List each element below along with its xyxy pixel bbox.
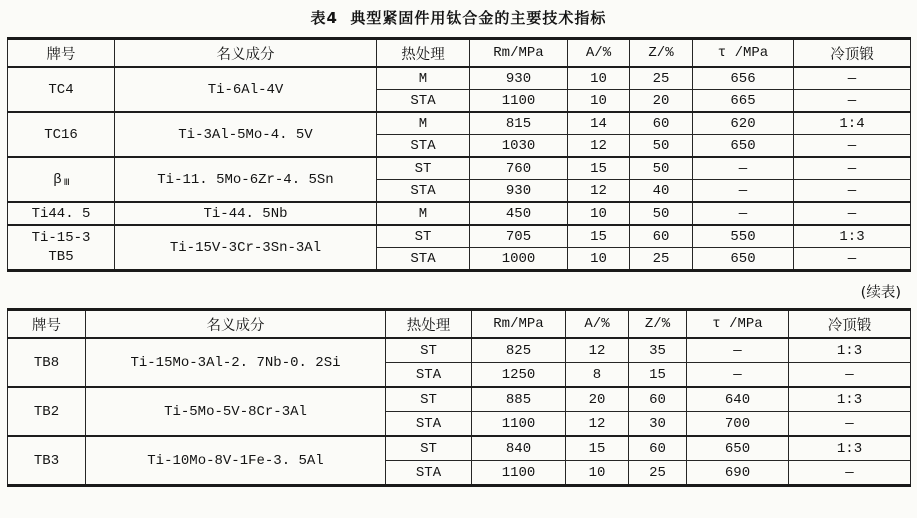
cell-z: 25 — [629, 461, 687, 486]
cell-z: 35 — [629, 338, 687, 363]
cell-z: 60 — [629, 436, 687, 461]
cell-z: 25 — [630, 67, 693, 90]
cell-composition: Ti-3Al-5Mo-4. 5V — [115, 112, 377, 157]
column-header-composition: 名义成分 — [115, 39, 377, 68]
table-title: 表4 典型紧固件用钛合金的主要技术指标 — [310, 9, 607, 27]
column-header-a: A/% — [568, 39, 630, 68]
cell-heat-treatment: M — [377, 202, 470, 225]
cell-a: 12 — [566, 338, 629, 363]
cell-z: 25 — [630, 248, 693, 271]
cell-z: 50 — [630, 202, 693, 225]
cell-heat-treatment: ST — [386, 436, 472, 461]
cell-tau: 640 — [687, 387, 789, 412]
cell-cold-upsetting: — — [794, 135, 911, 158]
column-header-tau: τ /MPa — [693, 39, 794, 68]
cell-rm: 1100 — [470, 90, 568, 113]
cell-rm: 1030 — [470, 135, 568, 158]
cell-brand — [8, 225, 115, 271]
cell-a: 15 — [568, 225, 630, 248]
cell-a: 20 — [566, 387, 629, 412]
cell-tau: 700 — [687, 412, 789, 437]
cell-brand: TB8 — [8, 338, 86, 387]
table-row — [8, 67, 911, 90]
cell-heat-treatment: STA — [377, 135, 470, 158]
cell-composition: Ti-44. 5Nb — [115, 202, 377, 225]
cell-brand: TB3 — [8, 436, 86, 486]
cell-tau: 650 — [693, 135, 794, 158]
cell-rm: 1100 — [472, 461, 566, 486]
cell-rm: 1100 — [472, 412, 566, 437]
spacer — [0, 28, 917, 37]
cell-cold-upsetting: — — [789, 461, 911, 486]
cell-rm: 930 — [470, 180, 568, 203]
column-header-z: Z/% — [629, 310, 687, 339]
cell-composition: Ti-11. 5Mo-6Zr-4. 5Sn — [115, 157, 377, 202]
cell-cold-upsetting: — — [794, 90, 911, 113]
cell-heat-treatment: ST — [386, 387, 472, 412]
cell-cold-upsetting: — — [794, 202, 911, 225]
cell-tau: — — [687, 363, 789, 388]
cell-a: 10 — [568, 202, 630, 225]
cell-a: 8 — [566, 363, 629, 388]
cell-rm: 930 — [470, 67, 568, 90]
cell-z: 15 — [629, 363, 687, 388]
cell-heat-treatment: ST — [386, 338, 472, 363]
alloy-spec-table-main — [7, 37, 911, 272]
cell-cold-upsetting: — — [794, 248, 911, 271]
cell-brand — [8, 157, 115, 202]
column-header-heat-treatment: 热处理 — [386, 310, 472, 339]
cell-tau: — — [693, 180, 794, 203]
cell-rm: 825 — [472, 338, 566, 363]
cell-z: 60 — [630, 112, 693, 135]
cell-a: 12 — [568, 135, 630, 158]
cell-tau: 656 — [693, 67, 794, 90]
column-header-a: A/% — [566, 310, 629, 339]
cell-cold-upsetting: 1:3 — [789, 338, 911, 363]
cell-a: 15 — [566, 436, 629, 461]
cell-brand: TC16 — [8, 112, 115, 157]
beta-subscript: Ⅲ — [63, 177, 69, 188]
cell-composition: Ti-5Mo-5V-8Cr-3Al — [86, 387, 386, 436]
cell-cold-upsetting: 1:3 — [789, 387, 911, 412]
cell-tau: 650 — [687, 436, 789, 461]
cell-cold-upsetting: — — [794, 67, 911, 90]
header-row — [8, 39, 911, 68]
cell-composition: Ti-15V-3Cr-3Sn-3Al — [115, 225, 377, 271]
column-header-rm: Rm/MPa — [472, 310, 566, 339]
column-header-brand: 牌号 — [8, 310, 86, 339]
cell-z: 60 — [630, 225, 693, 248]
cell-a: 15 — [568, 157, 630, 180]
cell-a: 12 — [568, 180, 630, 203]
cell-cold-upsetting: — — [789, 363, 911, 388]
cell-tau: 550 — [693, 225, 794, 248]
cell-z: 30 — [629, 412, 687, 437]
cell-tau: — — [687, 338, 789, 363]
column-header-cold-upsetting: 冷顶锻 — [794, 39, 911, 68]
table-row — [8, 112, 911, 135]
cell-tau: — — [693, 157, 794, 180]
cell-cold-upsetting: 1:3 — [794, 225, 911, 248]
cell-rm: 450 — [470, 202, 568, 225]
header-row — [8, 310, 911, 339]
cell-z: 50 — [630, 135, 693, 158]
column-header-composition: 名义成分 — [86, 310, 386, 339]
cell-heat-treatment: M — [377, 112, 470, 135]
cell-heat-treatment: ST — [377, 157, 470, 180]
cell-cold-upsetting: 1:3 — [789, 436, 911, 461]
column-header-brand: 牌号 — [8, 39, 115, 68]
cell-a: 10 — [568, 67, 630, 90]
cell-z: 60 — [629, 387, 687, 412]
cell-tau: 650 — [693, 248, 794, 271]
cell-cold-upsetting: 1:4 — [794, 112, 911, 135]
cell-z: 40 — [630, 180, 693, 203]
cell-cold-upsetting: — — [794, 157, 911, 180]
cell-tau: 690 — [687, 461, 789, 486]
cell-composition: Ti-10Mo-8V-1Fe-3. 5Al — [86, 436, 386, 486]
cell-rm: 705 — [470, 225, 568, 248]
beta-symbol: β — [53, 171, 62, 188]
cell-heat-treatment: STA — [386, 363, 472, 388]
table-row — [8, 338, 911, 363]
cell-brand: Ti44. 5 — [8, 202, 115, 225]
alloy-spec-table-continued — [7, 308, 911, 487]
column-header-heat-treatment: 热处理 — [377, 39, 470, 68]
cell-composition: Ti-15Mo-3Al-2. 7Nb-0. 2Si — [86, 338, 386, 387]
cell-composition: Ti-6Al-4V — [115, 67, 377, 112]
cell-heat-treatment: STA — [377, 248, 470, 271]
cell-brand: TC4 — [8, 67, 115, 112]
cell-brand: TB2 — [8, 387, 86, 436]
cell-a: 14 — [568, 112, 630, 135]
cell-tau: — — [693, 202, 794, 225]
cell-heat-treatment: STA — [386, 412, 472, 437]
cell-a: 10 — [568, 90, 630, 113]
cell-rm: 815 — [470, 112, 568, 135]
cell-heat-treatment: STA — [377, 180, 470, 203]
cell-heat-treatment: STA — [377, 90, 470, 113]
table-row — [8, 387, 911, 412]
table-row — [8, 436, 911, 461]
cell-cold-upsetting: — — [794, 180, 911, 203]
cell-a: 10 — [566, 461, 629, 486]
cell-z: 50 — [630, 157, 693, 180]
table-row — [8, 225, 911, 248]
cell-tau: 665 — [693, 90, 794, 113]
cell-z: 20 — [630, 90, 693, 113]
cell-rm: 885 — [472, 387, 566, 412]
table-row — [8, 202, 911, 225]
column-header-tau: τ /MPa — [687, 310, 789, 339]
cell-a: 12 — [566, 412, 629, 437]
cell-rm: 760 — [470, 157, 568, 180]
continued-table-label: (续表) — [860, 285, 901, 301]
cell-a: 10 — [568, 248, 630, 271]
brand-line-2: TB5 — [48, 248, 74, 265]
cell-heat-treatment: M — [377, 67, 470, 90]
cell-rm: 1000 — [470, 248, 568, 271]
cell-tau: 620 — [693, 112, 794, 135]
cell-heat-treatment: STA — [386, 461, 472, 486]
cell-cold-upsetting: — — [789, 412, 911, 437]
column-header-z: Z/% — [630, 39, 693, 68]
cell-rm: 1250 — [472, 363, 566, 388]
column-header-cold-upsetting: 冷顶锻 — [789, 310, 911, 339]
brand-line-1: Ti-15-3 — [31, 229, 91, 246]
column-header-rm: Rm/MPa — [470, 39, 568, 68]
table-row — [8, 157, 911, 180]
cell-heat-treatment: ST — [377, 225, 470, 248]
cell-rm: 840 — [472, 436, 566, 461]
